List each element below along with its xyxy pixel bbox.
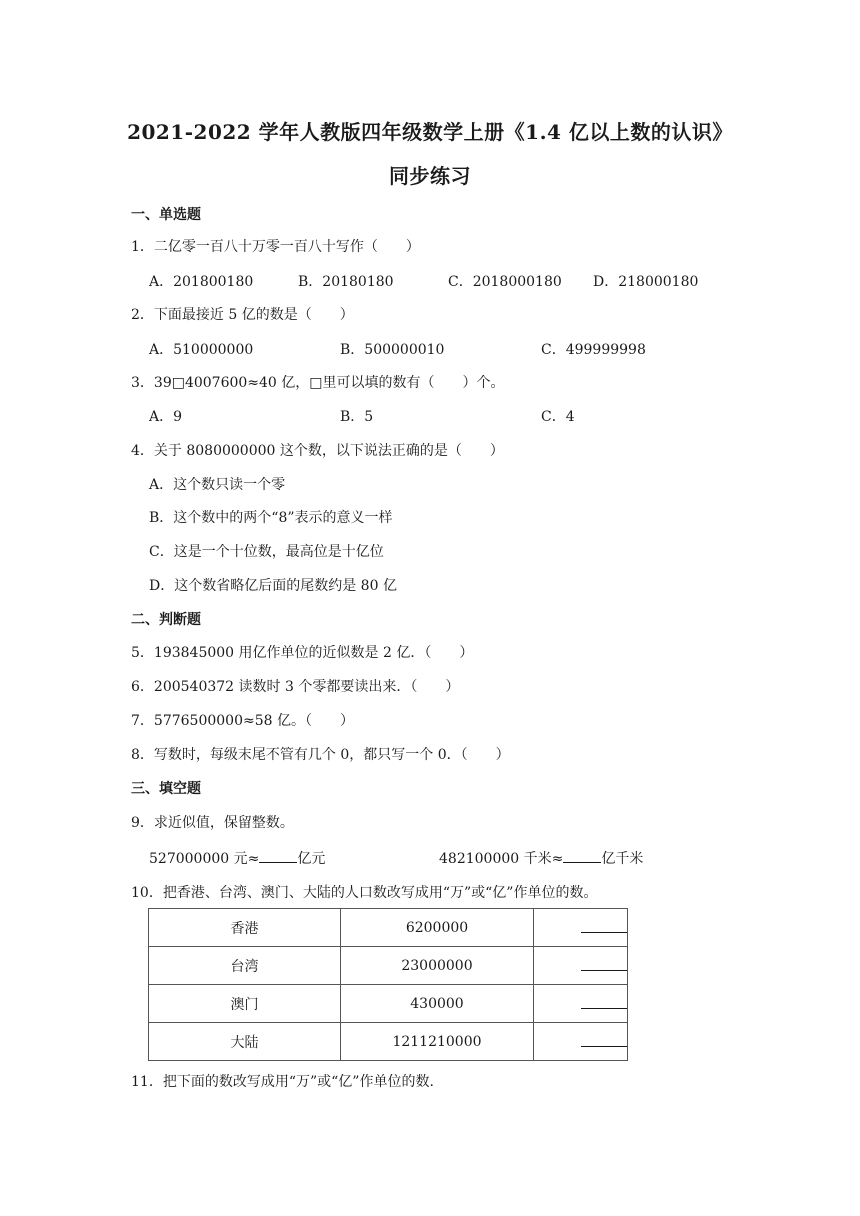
answer-cell bbox=[534, 909, 628, 947]
q3-option-b: B．5 bbox=[340, 409, 374, 425]
population-cell: 6200000 bbox=[341, 909, 534, 947]
q2-option-b: B．500000010 bbox=[340, 342, 445, 358]
q4-option-b: B．这个数中的两个“8”表示的意义一样 bbox=[149, 510, 393, 526]
q4-option-a: A．这个数只读一个零 bbox=[149, 477, 286, 493]
population-cell: 430000 bbox=[341, 985, 534, 1023]
answer-cell bbox=[534, 947, 628, 985]
page-subtitle: 同步练习 bbox=[389, 164, 471, 188]
q3-option-c: C．4 bbox=[541, 409, 575, 425]
section-heading-single-choice: 一、单选题 bbox=[131, 207, 201, 223]
question-5: 5．193845000 用亿作单位的近似数是 2 亿．（ ） bbox=[131, 645, 474, 661]
answer-blank[interactable] bbox=[581, 956, 627, 971]
answer-cell bbox=[534, 1023, 628, 1061]
table-row bbox=[149, 1023, 628, 1061]
q4-option-c: C．这是一个十位数，最高位是十亿位 bbox=[149, 544, 384, 560]
question-3: 3．39□4007600≈40 亿，□里可以填的数有（ ）个。 bbox=[131, 375, 505, 391]
answer-blank[interactable] bbox=[581, 1032, 627, 1047]
answer-blank[interactable] bbox=[581, 994, 627, 1009]
section-heading-fill-in: 三、填空题 bbox=[131, 781, 201, 797]
question-8: 8．写数时，每级末尾不管有几个 0，都只写一个 0．（ ） bbox=[131, 747, 510, 763]
q9-item-a-suffix: 亿元 bbox=[297, 851, 326, 867]
q1-option-b: B．20180180 bbox=[298, 274, 394, 290]
q9-item-a-prefix: 527000000 元≈ bbox=[149, 851, 260, 867]
question-2: 2．下面最接近 5 亿的数是（ ） bbox=[131, 307, 354, 323]
q2-option-a: A．510000000 bbox=[149, 342, 254, 358]
table-row bbox=[149, 947, 628, 985]
question-6: 6．200540372 读数时 3 个零都要读出来．（ ） bbox=[131, 679, 460, 695]
q1-option-a: A．201800180 bbox=[149, 274, 254, 290]
region-cell: 香港 bbox=[149, 909, 341, 947]
question-10: 10．把香港、台湾、澳门、大陆的人口数改写成用“万”或“亿”作单位的数。 bbox=[131, 885, 598, 901]
q9-item-b-suffix: 亿千米 bbox=[601, 851, 644, 867]
q1-option-c: C．2018000180 bbox=[448, 274, 562, 290]
question-4: 4．关于 8080000000 这个数，以下说法正确的是（ ） bbox=[131, 443, 504, 459]
question-11: 11．把下面的数改写成用“万”或“亿”作单位的数. bbox=[131, 1074, 434, 1090]
q4-option-d: D．这个数省略亿后面的尾数约是 80 亿 bbox=[149, 578, 397, 594]
table-row bbox=[149, 985, 628, 1023]
question-7: 7．5776500000≈58 亿。（ ） bbox=[131, 713, 354, 729]
q9-item-a bbox=[149, 848, 325, 868]
q9-item-a-blank[interactable] bbox=[259, 848, 297, 863]
region-cell: 澳门 bbox=[149, 985, 341, 1023]
q2-option-c: C．499999998 bbox=[541, 342, 646, 358]
population-cell: 23000000 bbox=[341, 947, 534, 985]
q9-item-b-blank[interactable] bbox=[563, 848, 601, 863]
population-cell: 1211210000 bbox=[341, 1023, 534, 1061]
population-table bbox=[148, 908, 628, 1061]
page-title: 2021-2022 学年人教版四年级数学上册《1.4 亿以上数的认识》 bbox=[127, 120, 733, 144]
q9-item-b-prefix: 482100000 千米≈ bbox=[439, 851, 564, 867]
q3-option-a: A．9 bbox=[149, 409, 183, 425]
region-cell: 台湾 bbox=[149, 947, 341, 985]
answer-blank[interactable] bbox=[581, 918, 627, 933]
region-cell: 大陆 bbox=[149, 1023, 341, 1061]
table-row bbox=[149, 909, 628, 947]
question-1: 1．二亿零一百八十万零一百八十写作（ ） bbox=[131, 239, 420, 255]
answer-cell bbox=[534, 985, 628, 1023]
q9-item-b bbox=[439, 848, 643, 868]
question-9: 9．求近似值，保留整数。 bbox=[131, 815, 294, 831]
section-heading-true-false: 二、判断题 bbox=[131, 612, 201, 628]
q1-option-d: D．218000180 bbox=[593, 274, 699, 290]
